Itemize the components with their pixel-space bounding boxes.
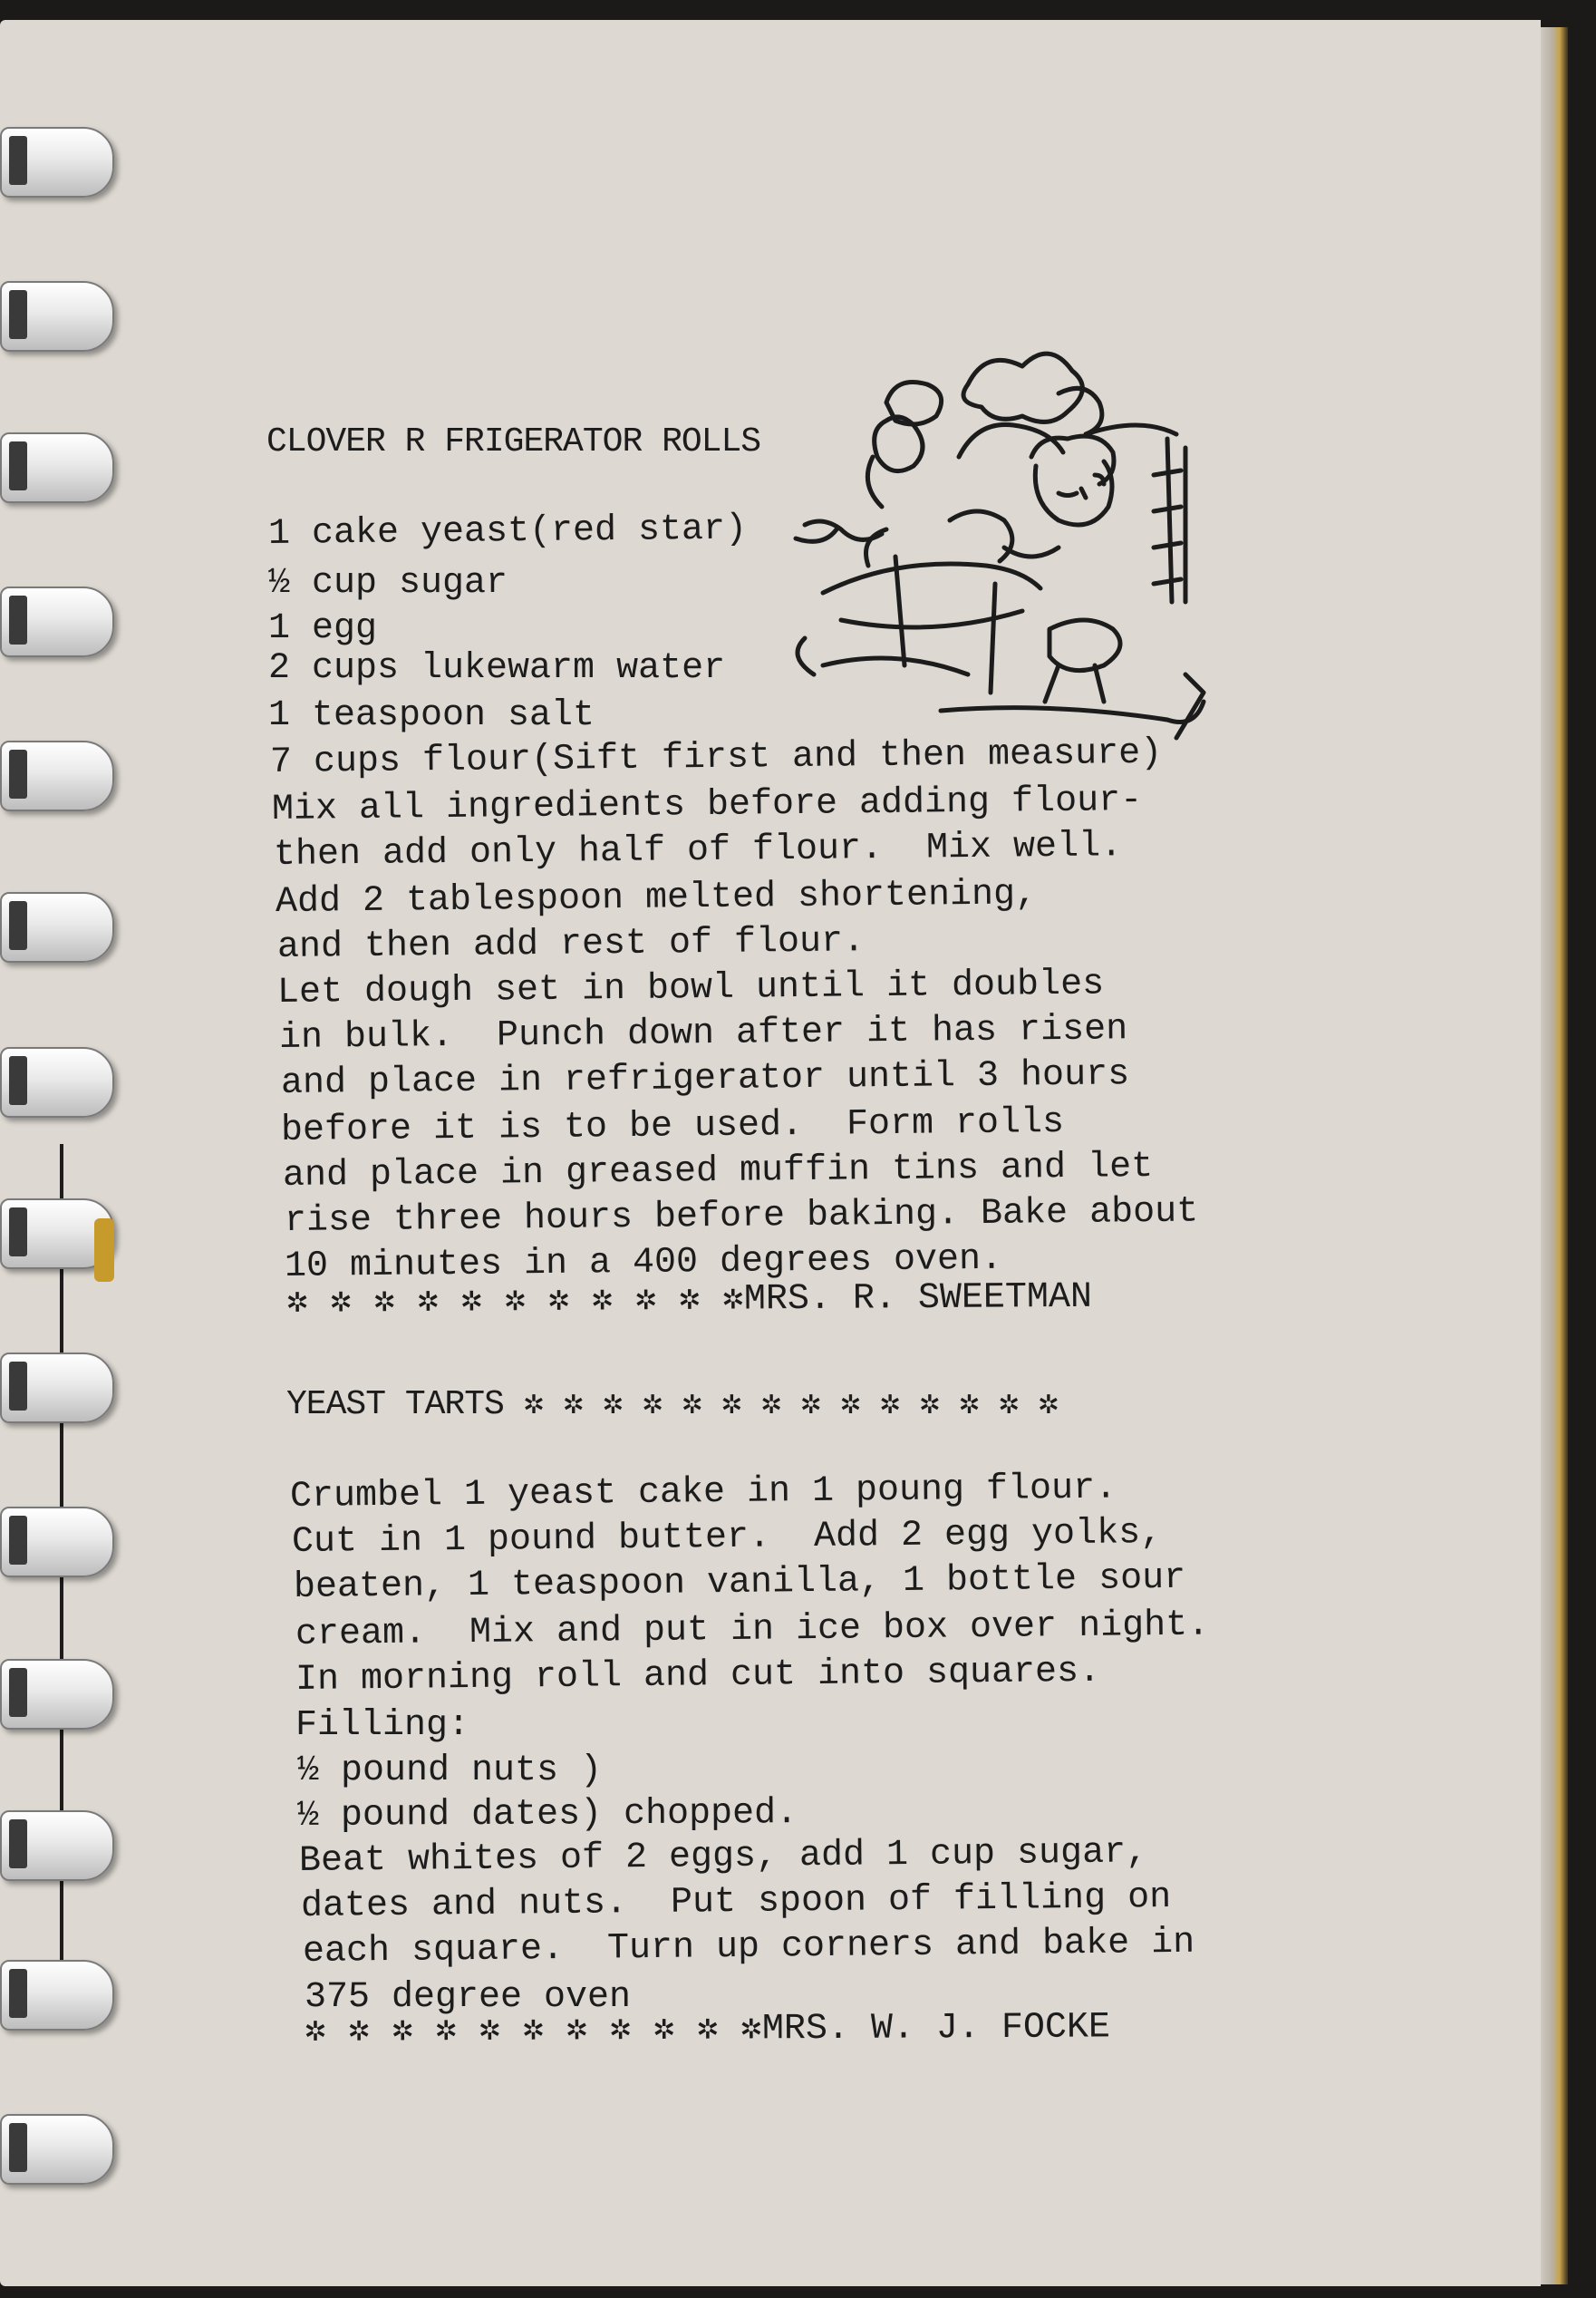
direction-line: Add 2 tablespoon melted shortening, bbox=[275, 874, 1038, 923]
direction-line: 10 minutes in a 400 degrees oven. bbox=[284, 1238, 1003, 1287]
ingredient-line: 7 cups flour(Sift first and then measure) bbox=[269, 732, 1163, 783]
recipe-signature: ✲ ✲ ✲ ✲ ✲ ✲ ✲ ✲ ✲ ✲ ✲MRS. W. J. FOCKE bbox=[304, 2007, 1111, 2052]
binding-ring-icon bbox=[0, 127, 114, 198]
recipe-line: Cut in 1 pound butter. Add 2 egg yolks, bbox=[291, 1512, 1163, 1563]
ingredient-line: 1 teaspoon salt bbox=[268, 695, 595, 736]
binding-ring-icon bbox=[0, 1659, 114, 1730]
recipe-line: dates and nuts. Put spoon of filling on bbox=[300, 1876, 1172, 1927]
direction-line: before it is to be used. Form rolls bbox=[280, 1101, 1065, 1151]
binding-ring-icon bbox=[0, 2114, 114, 2185]
binding-ring-icon bbox=[0, 1810, 114, 1881]
binding-clip bbox=[94, 1218, 114, 1282]
children-baking-illustration-icon bbox=[787, 330, 1294, 756]
recipe-line: ½ pound nuts ) bbox=[297, 1750, 603, 1791]
binding-cord bbox=[60, 1144, 63, 2023]
binding-ring-icon bbox=[0, 892, 114, 963]
direction-line: then add only half of flour. Mix well. bbox=[273, 826, 1123, 876]
direction-line: Mix all ingredients before adding flour- bbox=[271, 780, 1143, 830]
recipe-page bbox=[0, 20, 1541, 2286]
recipe-line: cream. Mix and put in ice box over night. bbox=[295, 1605, 1210, 1655]
ingredient-line: 1 cake yeast(red star) bbox=[267, 509, 748, 555]
recipe-line: each square. Turn up corners and bake in bbox=[302, 1922, 1195, 1973]
ingredient-line: 1 egg bbox=[268, 608, 378, 649]
direction-line: and place in greased muffin tins and let bbox=[282, 1146, 1154, 1197]
direction-line: Let dough set in bowl until it doubles bbox=[276, 964, 1105, 1013]
binding-ring-icon bbox=[0, 587, 114, 657]
recipe-line: Beat whites of 2 eggs, add 1 cup sugar, bbox=[298, 1832, 1148, 1882]
binding-ring-icon bbox=[0, 1353, 114, 1423]
direction-line: in bulk. Punch down after it has risen bbox=[278, 1009, 1128, 1059]
direction-line: and then add rest of flour. bbox=[276, 921, 866, 968]
ingredient-line: 2 cups lukewarm water bbox=[268, 648, 726, 689]
binding-ring-icon bbox=[0, 432, 114, 503]
recipe-signature: ✲ ✲ ✲ ✲ ✲ ✲ ✲ ✲ ✲ ✲ ✲MRS. R. SWEETMAN bbox=[285, 1276, 1093, 1324]
recipe-line: 375 degree oven bbox=[305, 1977, 632, 2018]
binding-ring-icon bbox=[0, 1507, 114, 1577]
recipe-line: In morning roll and cut into squares. bbox=[295, 1651, 1101, 1701]
binding-ring-icon bbox=[0, 1047, 114, 1118]
recipe-line: ½ pound dates) chopped. bbox=[296, 1793, 798, 1837]
recipe-title: CLOVER R FRIGERATOR ROLLS bbox=[266, 422, 761, 461]
recipe-line: Crumbel 1 yeast cake in 1 poung flour. bbox=[289, 1468, 1117, 1517]
direction-line: rise three hours before baking. Bake about bbox=[284, 1191, 1199, 1242]
binding-ring-icon bbox=[0, 741, 114, 811]
binding-ring-icon bbox=[0, 1960, 114, 2031]
page-edge bbox=[1541, 27, 1568, 2284]
ingredient-line: ½ cup sugar bbox=[268, 563, 508, 604]
recipe-line: Filling: bbox=[295, 1705, 470, 1746]
binding-ring-icon bbox=[0, 281, 114, 352]
recipe-line: beaten, 1 teaspoon vanilla, 1 bottle sour bbox=[293, 1557, 1186, 1608]
recipe-title: YEAST TARTS ✲ ✲ ✲ ✲ ✲ ✲ ✲ ✲ ✲ ✲ ✲ ✲ ✲ ✲ bbox=[286, 1385, 1059, 1424]
direction-line: and place in refrigerator until 3 hours bbox=[280, 1054, 1130, 1104]
